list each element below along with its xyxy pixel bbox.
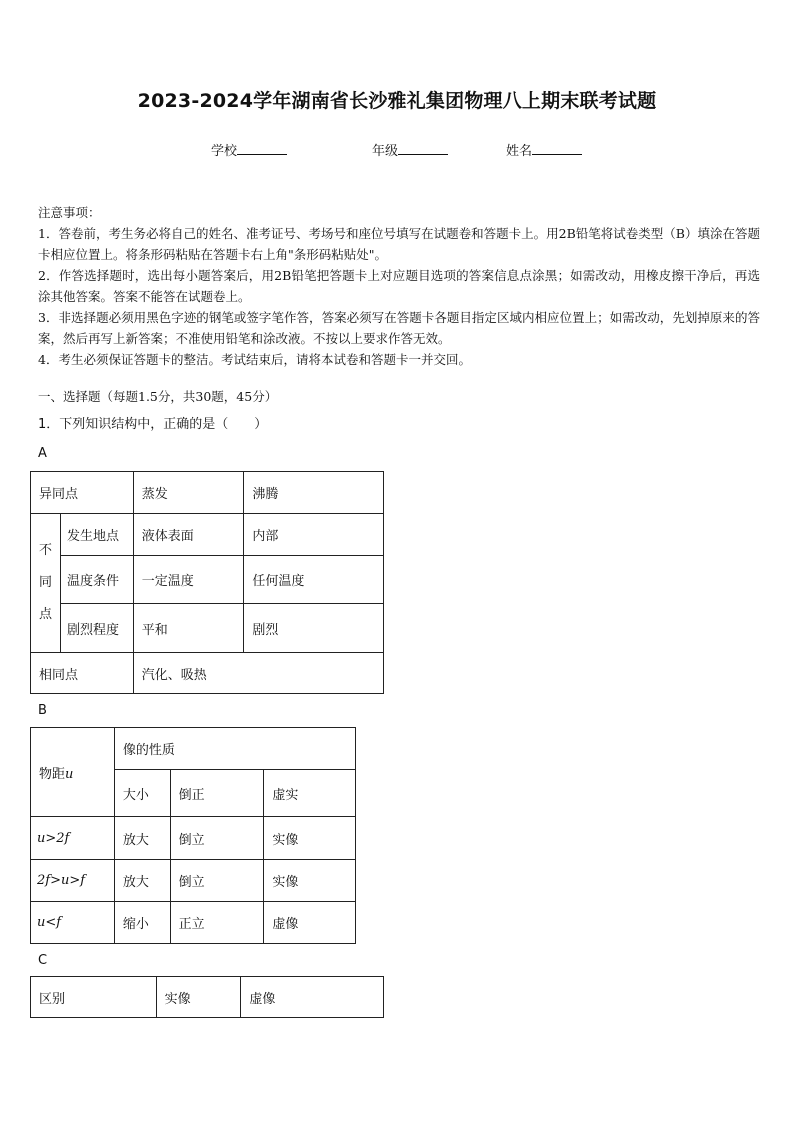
option-c-table <box>30 976 384 1018</box>
table-row <box>31 514 384 556</box>
table-cell: 虚像 <box>264 902 356 944</box>
option-b-label[interactable]: B <box>38 703 47 718</box>
note-item-1: 1．答卷前，考生务必将自己的姓名、准考证号、考场号和座位号填写在试题卷和答题卡上。用2B铅笔将试卷类型（B）填涂在答题卡相应位置上。将条形码粘贴在答题卡右上角"条形码粘贴处"。 <box>38 226 760 262</box>
table-cell: 区别 <box>31 977 157 1018</box>
difference-group-cell <box>31 514 61 653</box>
table-cell: 发生地点 <box>60 514 133 556</box>
school-field <box>211 140 287 159</box>
grade-blank[interactable] <box>398 142 448 155</box>
table-cell: u>2f <box>31 817 115 860</box>
option-a-label[interactable]: A <box>38 446 47 461</box>
table-cell: 放大 <box>114 860 170 902</box>
table-cell: 内部 <box>244 514 384 556</box>
table-row <box>31 653 384 694</box>
table-cell: 2f>u>f <box>31 860 115 902</box>
table-cell: 缩小 <box>114 902 170 944</box>
vertical-char: 同 <box>38 575 52 590</box>
table-cell: 虚像 <box>241 977 384 1018</box>
distance-header-label: 物距 <box>39 766 66 782</box>
table-cell: 蒸发 <box>133 472 244 514</box>
name-label: 姓名 <box>506 144 533 159</box>
table-cell: 大小 <box>114 770 170 817</box>
table-cell: 正立 <box>170 902 264 944</box>
option-c-label[interactable]: C <box>38 953 48 968</box>
table-cell: 剧烈 <box>244 604 384 653</box>
table-row <box>31 604 384 653</box>
grade-label: 年级 <box>372 144 399 159</box>
table-cell: 剧烈程度 <box>60 604 133 653</box>
table-cell: u<f <box>31 902 115 944</box>
table-row <box>31 472 384 514</box>
table-cell: 实像 <box>156 977 241 1018</box>
table-cell: 沸腾 <box>244 472 384 514</box>
table-cell: 实像 <box>264 860 356 902</box>
distance-header-cell <box>31 728 115 817</box>
table-cell: 任何温度 <box>244 556 384 604</box>
notes-block <box>38 202 760 370</box>
table-cell: 实像 <box>264 817 356 860</box>
table-cell: 倒立 <box>170 860 264 902</box>
grade-field <box>372 140 448 159</box>
table-cell: 倒正 <box>170 770 264 817</box>
table-cell: 平和 <box>133 604 244 653</box>
table-row <box>31 728 356 770</box>
table-cell: 温度条件 <box>60 556 133 604</box>
vertical-char: 点 <box>38 607 52 622</box>
question-1: 1．下列知识结构中，正确的是（ ） <box>38 417 268 432</box>
vertical-char: 不 <box>38 543 52 558</box>
note-item-2: 2．作答选择题时，选出每小题答案后，用2B铅笔把答题卡上对应题目选项的答案信息点涂黑；如需改动，用橡皮擦干净后，再选涂其他答案。答案不能答在试题卷上。 <box>38 268 760 304</box>
school-blank[interactable] <box>237 142 287 155</box>
page-title: 2023-2024学年湖南省长沙雅礼集团物理八上期末联考试题 <box>137 90 657 112</box>
table-cell: 相同点 <box>31 653 134 694</box>
table-row <box>31 977 384 1018</box>
name-blank[interactable] <box>532 142 582 155</box>
table-cell: 像的性质 <box>114 728 355 770</box>
table-cell: 放大 <box>114 817 170 860</box>
notes-heading: 注意事项： <box>38 205 101 220</box>
table-cell: 汽化、吸热 <box>133 653 383 694</box>
section-title: 一、选择题（每题1.5分，共30题，45分） <box>38 389 278 404</box>
table-cell: 一定温度 <box>133 556 244 604</box>
note-item-3: 3．非选择题必须用黑色字迹的钢笔或签字笔作答，答案必须写在答题卡各题目指定区域内相应位置上；如需改动，先划掉原来的答案，然后再写上新答案；不准使用铅笔和涂改液。不按以上要求作答无效。 <box>38 310 760 346</box>
table-cell: 虚实 <box>264 770 356 817</box>
table-cell: 倒立 <box>170 817 264 860</box>
table-row <box>31 556 384 604</box>
table-row <box>31 817 356 860</box>
table-row <box>31 860 356 902</box>
school-label: 学校 <box>211 144 238 159</box>
option-a-table <box>30 471 384 694</box>
name-field <box>506 140 582 159</box>
option-b-table <box>30 727 356 944</box>
table-row <box>31 902 356 944</box>
note-item-4: 4．考生必须保证答题卡的整洁。考试结束后，请将本试卷和答题卡一并交回。 <box>38 352 471 367</box>
distance-variable: u <box>65 766 74 782</box>
table-cell: 液体表面 <box>133 514 244 556</box>
table-cell: 异同点 <box>31 472 134 514</box>
